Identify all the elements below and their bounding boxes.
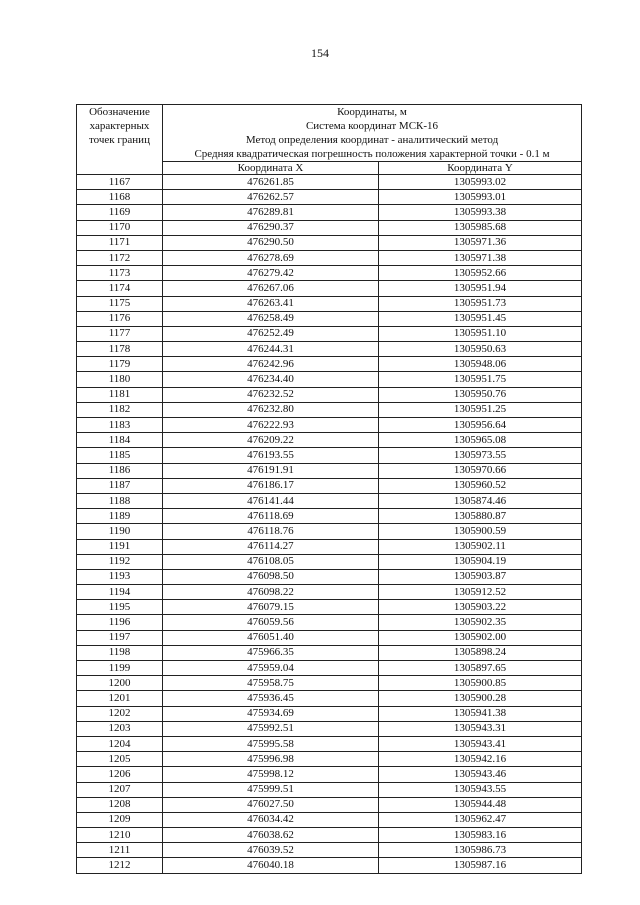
coordinate-x-cell: 476222.93: [163, 418, 379, 433]
table-row: [77, 736, 582, 751]
table-row: [77, 311, 582, 326]
coordinate-x-cell: 475992.51: [163, 721, 379, 736]
table-row: [77, 706, 582, 721]
point-id-cell: 1199: [77, 661, 163, 676]
point-id-cell: 1203: [77, 721, 163, 736]
point-id-cell: 1211: [77, 843, 163, 858]
coordinate-y-cell: 1305900.59: [379, 524, 582, 539]
coordinate-x-cell: 476034.42: [163, 812, 379, 827]
coordinate-y-cell: 1305900.85: [379, 676, 582, 691]
table-row: [77, 661, 582, 676]
table-row: [77, 524, 582, 539]
coordinate-x-cell: 476267.06: [163, 281, 379, 296]
coordinate-y-cell: 1305903.87: [379, 569, 582, 584]
point-label-line-3: точек границ: [89, 134, 150, 146]
coordinate-y-cell: 1305973.55: [379, 448, 582, 463]
table-body: [77, 175, 582, 874]
point-id-cell: 1202: [77, 706, 163, 721]
coordinate-x-cell: 476232.52: [163, 387, 379, 402]
point-id-cell: 1209: [77, 812, 163, 827]
coordinate-x-cell: 476079.15: [163, 600, 379, 615]
coordinate-x-cell: 476262.57: [163, 190, 379, 205]
coordinate-x-cell: 476186.17: [163, 478, 379, 493]
coordinate-x-cell: 476038.62: [163, 828, 379, 843]
point-id-cell: 1200: [77, 676, 163, 691]
table-row: [77, 509, 582, 524]
coordinates-header: [163, 105, 582, 162]
table-row: [77, 691, 582, 706]
table-row: [77, 782, 582, 797]
coordinate-x-cell: 476234.40: [163, 372, 379, 387]
coordinate-y-cell: 1305943.41: [379, 736, 582, 751]
table-row: [77, 797, 582, 812]
coordinate-x-cell: 476242.96: [163, 357, 379, 372]
coordinate-x-cell: 476098.22: [163, 585, 379, 600]
point-id-cell: 1183: [77, 418, 163, 433]
table-row: [77, 615, 582, 630]
coordinate-x-cell: 476289.81: [163, 205, 379, 220]
point-id-cell: 1201: [77, 691, 163, 706]
table-row: [77, 843, 582, 858]
table-row: [77, 721, 582, 736]
page-number: 154: [311, 46, 329, 60]
table-row: [77, 752, 582, 767]
table-row: [77, 858, 582, 873]
table-row: [77, 250, 582, 265]
coordinate-y-cell: 1305951.94: [379, 281, 582, 296]
coordinate-x-cell: 476114.27: [163, 539, 379, 554]
coordinate-y-cell: 1305904.19: [379, 554, 582, 569]
table-row: [77, 812, 582, 827]
coordinate-x-cell: 476258.49: [163, 311, 379, 326]
table-row: [77, 569, 582, 584]
table-row: [77, 296, 582, 311]
point-id-cell: 1190: [77, 524, 163, 539]
coordinate-x-cell: 476261.85: [163, 175, 379, 190]
coordinate-x-cell: 476209.22: [163, 433, 379, 448]
coordinate-x-cell: 476290.50: [163, 235, 379, 250]
coordinates-table: [76, 104, 582, 874]
coordinate-x-cell: 476278.69: [163, 250, 379, 265]
coordinate-x-cell: 475958.75: [163, 676, 379, 691]
coordinate-y-cell: 1305952.66: [379, 266, 582, 281]
coordinate-x-cell: 475936.45: [163, 691, 379, 706]
table-row: [77, 372, 582, 387]
point-id-cell: 1195: [77, 600, 163, 615]
point-id-cell: 1194: [77, 585, 163, 600]
table-row: [77, 448, 582, 463]
point-id-cell: 1210: [77, 828, 163, 843]
point-id-cell: 1187: [77, 478, 163, 493]
coordinate-x-cell: 475996.98: [163, 752, 379, 767]
coordinate-y-cell: 1305971.38: [379, 250, 582, 265]
coordinate-y-cell: 1305993.38: [379, 205, 582, 220]
coordinate-y-cell: 1305987.16: [379, 858, 582, 873]
header-row: [77, 105, 582, 162]
coordinate-y-cell: 1305942.16: [379, 752, 582, 767]
coordinate-y-cell: 1305965.08: [379, 433, 582, 448]
point-id-cell: 1184: [77, 433, 163, 448]
coordinate-x-cell: 476098.50: [163, 569, 379, 584]
coordinate-y-cell: 1305970.66: [379, 463, 582, 478]
coordinate-x-cell: 475999.51: [163, 782, 379, 797]
coordinate-x-cell: 475934.69: [163, 706, 379, 721]
point-id-cell: 1168: [77, 190, 163, 205]
coordinate-x-cell: 476118.76: [163, 524, 379, 539]
coordinate-y-cell: 1305902.35: [379, 615, 582, 630]
column-header-x: Координата X: [163, 162, 379, 175]
coordinate-y-cell: 1305956.64: [379, 418, 582, 433]
table-row: [77, 357, 582, 372]
table-row: [77, 326, 582, 341]
coordinate-y-cell: 1305903.22: [379, 600, 582, 615]
coordinate-y-cell: 1305898.24: [379, 645, 582, 660]
table-row: [77, 630, 582, 645]
coordinate-y-cell: 1305951.10: [379, 326, 582, 341]
point-id-cell: 1176: [77, 311, 163, 326]
point-id-cell: 1167: [77, 175, 163, 190]
table-row: [77, 493, 582, 508]
coordinate-y-cell: 1305900.28: [379, 691, 582, 706]
coordinate-x-cell: 476108.05: [163, 554, 379, 569]
point-id-cell: 1181: [77, 387, 163, 402]
point-id-cell: 1188: [77, 493, 163, 508]
table-row: [77, 828, 582, 843]
point-id-cell: 1186: [77, 463, 163, 478]
table-row: [77, 554, 582, 569]
coordinate-y-cell: 1305993.02: [379, 175, 582, 190]
coordinate-x-cell: 476193.55: [163, 448, 379, 463]
coordinate-y-cell: 1305951.25: [379, 402, 582, 417]
coordinate-y-cell: 1305960.52: [379, 478, 582, 493]
coordinate-y-cell: 1305962.47: [379, 812, 582, 827]
table-row: [77, 478, 582, 493]
point-label-line-2: характерных: [89, 120, 150, 132]
point-id-cell: 1180: [77, 372, 163, 387]
point-id-cell: 1192: [77, 554, 163, 569]
table-row: [77, 463, 582, 478]
coordinate-y-cell: 1305874.46: [379, 493, 582, 508]
table-row: [77, 387, 582, 402]
coordinate-y-cell: 1305902.11: [379, 539, 582, 554]
coordinate-y-cell: 1305950.63: [379, 342, 582, 357]
coordinate-y-cell: 1305880.87: [379, 509, 582, 524]
table-row: [77, 205, 582, 220]
coordinate-y-cell: 1305983.16: [379, 828, 582, 843]
coordinate-x-cell: 475995.58: [163, 736, 379, 751]
coordinate-x-cell: 476252.49: [163, 326, 379, 341]
point-id-cell: 1193: [77, 569, 163, 584]
coordinate-y-cell: 1305986.73: [379, 843, 582, 858]
point-designation-header: [77, 105, 163, 175]
table-row: [77, 402, 582, 417]
coordinate-x-cell: 476059.56: [163, 615, 379, 630]
column-header-y: Координата Y: [379, 162, 582, 175]
coordinate-y-cell: 1305951.45: [379, 311, 582, 326]
coordinate-y-cell: 1305897.65: [379, 661, 582, 676]
coordinate-y-cell: 1305951.75: [379, 372, 582, 387]
coordinate-y-cell: 1305943.31: [379, 721, 582, 736]
coordinate-x-cell: 476118.69: [163, 509, 379, 524]
point-label-line-1: Обозначение: [89, 106, 150, 118]
coordinate-y-cell: 1305950.76: [379, 387, 582, 402]
coordinate-y-cell: 1305943.46: [379, 767, 582, 782]
coordinate-x-cell: 476290.37: [163, 220, 379, 235]
point-id-cell: 1171: [77, 235, 163, 250]
coordinate-y-cell: 1305944.48: [379, 797, 582, 812]
point-id-cell: 1205: [77, 752, 163, 767]
coordinate-x-cell: 476051.40: [163, 630, 379, 645]
table-row: [77, 767, 582, 782]
coordinate-y-cell: 1305912.52: [379, 585, 582, 600]
table-row: [77, 281, 582, 296]
coordinate-y-cell: 1305985.68: [379, 220, 582, 235]
point-id-cell: 1191: [77, 539, 163, 554]
point-id-cell: 1172: [77, 250, 163, 265]
point-id-cell: 1177: [77, 326, 163, 341]
table-row: [77, 585, 582, 600]
coordinate-x-cell: 475998.12: [163, 767, 379, 782]
coordinate-y-cell: 1305943.55: [379, 782, 582, 797]
point-id-cell: 1179: [77, 357, 163, 372]
table-row: [77, 600, 582, 615]
coordinate-x-cell: 475959.04: [163, 661, 379, 676]
table-row: [77, 220, 582, 235]
point-id-cell: 1196: [77, 615, 163, 630]
point-id-cell: 1212: [77, 858, 163, 873]
point-id-cell: 1197: [77, 630, 163, 645]
point-id-cell: 1182: [77, 402, 163, 417]
coordinate-x-cell: 476191.91: [163, 463, 379, 478]
coordinate-x-cell: 476039.52: [163, 843, 379, 858]
table-row: [77, 433, 582, 448]
table-row: [77, 539, 582, 554]
table-row: [77, 342, 582, 357]
coordinate-y-cell: 1305902.00: [379, 630, 582, 645]
coordinate-y-cell: 1305993.01: [379, 190, 582, 205]
point-id-cell: 1175: [77, 296, 163, 311]
coordinate-y-cell: 1305971.36: [379, 235, 582, 250]
point-id-cell: 1173: [77, 266, 163, 281]
coordinate-x-cell: 476141.44: [163, 493, 379, 508]
point-id-cell: 1204: [77, 736, 163, 751]
coordinate-x-cell: 476244.31: [163, 342, 379, 357]
coordinate-x-cell: 476263.41: [163, 296, 379, 311]
determination-method: Метод определения координат - аналитический метод: [245, 134, 499, 146]
table-row: [77, 190, 582, 205]
table-row: [77, 266, 582, 281]
point-id-cell: 1185: [77, 448, 163, 463]
table-row: [77, 645, 582, 660]
coordinate-y-cell: 1305941.38: [379, 706, 582, 721]
point-id-cell: 1170: [77, 220, 163, 235]
table-row: [77, 418, 582, 433]
coordinate-system: Система координат МСК-16: [305, 120, 439, 132]
coordinate-x-cell: 476279.42: [163, 266, 379, 281]
mean-square-error: Средняя квадратическая погрешность положения характерной точки - 0.1 м: [194, 148, 550, 160]
coordinate-x-cell: 475966.35: [163, 645, 379, 660]
point-id-cell: 1189: [77, 509, 163, 524]
point-id-cell: 1169: [77, 205, 163, 220]
point-id-cell: 1207: [77, 782, 163, 797]
coordinate-y-cell: 1305948.06: [379, 357, 582, 372]
point-id-cell: 1174: [77, 281, 163, 296]
coordinates-title: Координаты, м: [337, 106, 407, 118]
coordinate-x-cell: 476040.18: [163, 858, 379, 873]
table-row: [77, 235, 582, 250]
point-id-cell: 1206: [77, 767, 163, 782]
point-id-cell: 1178: [77, 342, 163, 357]
point-id-cell: 1198: [77, 645, 163, 660]
coordinate-y-cell: 1305951.73: [379, 296, 582, 311]
table-row: [77, 676, 582, 691]
coordinate-x-cell: 476232.80: [163, 402, 379, 417]
coordinate-x-cell: 476027.50: [163, 797, 379, 812]
table-row: [77, 175, 582, 190]
point-id-cell: 1208: [77, 797, 163, 812]
